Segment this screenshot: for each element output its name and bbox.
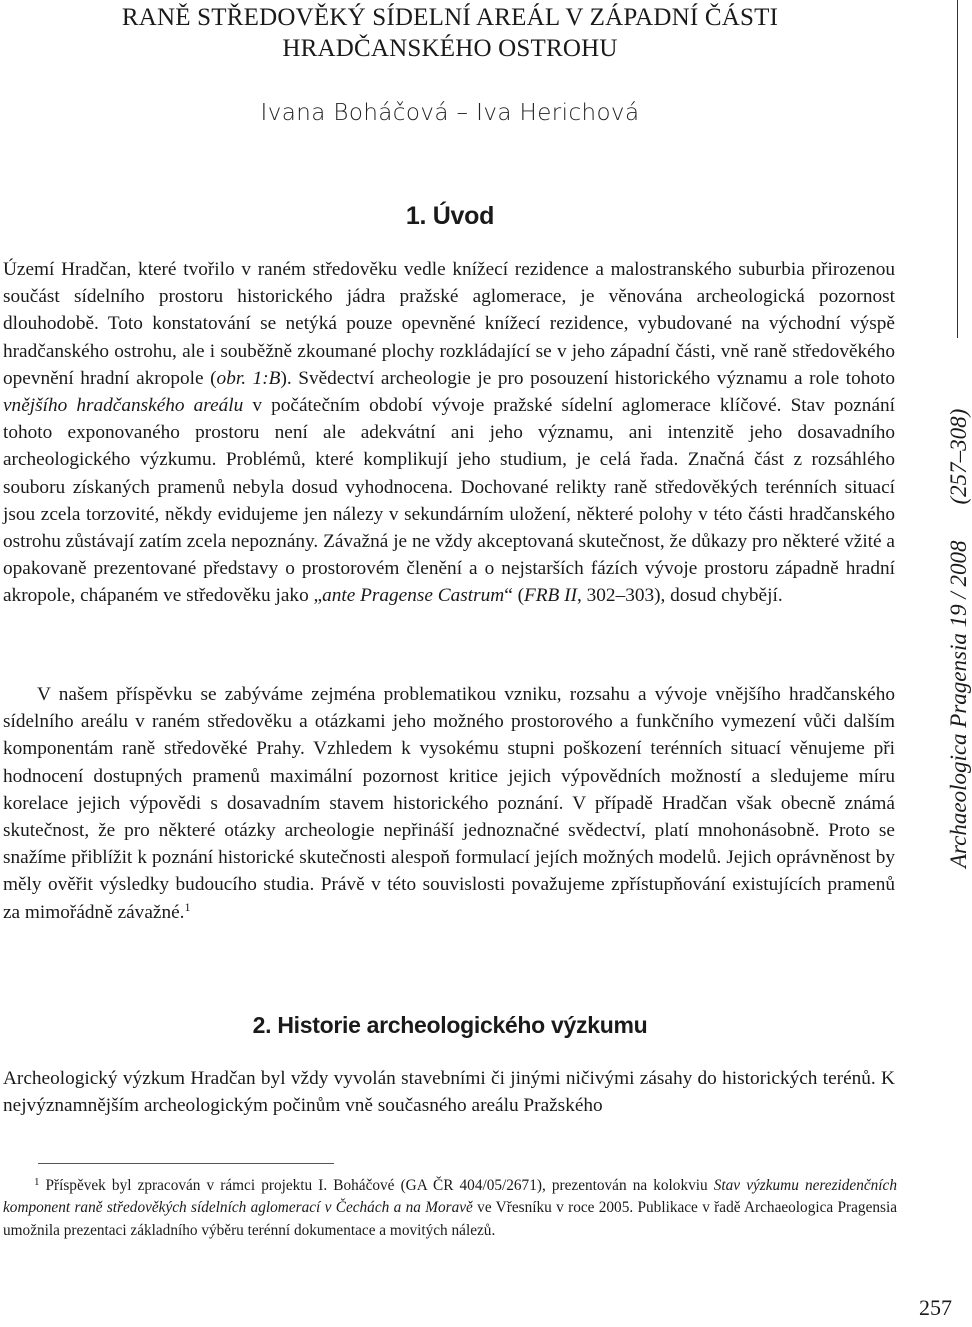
footnote-number: 1 <box>34 1176 40 1188</box>
page-range: (257–308) <box>946 408 971 505</box>
margin-rule <box>957 0 958 338</box>
footnote-text: Příspěvek byl zpracován v rámci projektu I. Boháčové (GA ČR 404/05/2671), prezentován na kolokviu <box>45 1177 714 1194</box>
paragraph-history-1: Archeologický výzkum Hradčan byl vždy vyvolán stavebními či jinými ničivými zásahy do historických terénů. K nejvýznamnějším archeologickým počinům vně současného areálu Pražského <box>3 1068 895 1117</box>
paragraph-intro-1 <box>3 256 895 610</box>
footnote-divider <box>38 1163 334 1164</box>
page-number: 257 <box>919 1295 952 1320</box>
text-run: , 302–303), dosud chybějí. <box>577 585 783 607</box>
figure-reference: obr. 1:B <box>216 367 281 389</box>
section-heading-introduction: 1. Úvod <box>405 202 495 230</box>
journal-running-head <box>946 409 972 868</box>
text-run: v počátečním období vývoje pražské sídelní aglomerace klíčové. Stav poznání tohoto exponovaného prostoru není ale adekvátní ani jeho významu, ani intenzitě jeho dosavadního archeologického výzkumu. Problémů, které komplikují jeho studium, je celá řada. Značná část z rozsáhlého souboru získaných pramenů nebyla dosud vyhodnocena. Dochované relikty raně středověkých terénních situací jsou zcela torzovité, někdy evidujeme jen nálezy v sekundárním uložení, některé polohy v této části hradčanského ostrohu zůstávají zatím zcela nepoznány. Závažná je ne vždy akceptovaná skutečnost, že důkazy pro některé vžité a opakovaně prezentované představy o prostorovém členění a o nejstarších fázích vývoje prostoru západně hradní akropole, chápaném ve středověku jako „ <box>3 395 895 607</box>
paragraph-intro-2 <box>3 681 895 926</box>
article-title <box>0 2 900 64</box>
title-line-2: HRADČANSKÉHO OSTROHU <box>282 35 618 62</box>
text-run: Území Hradčan, které tvořilo v raném středověku vedle knížecí rezidence a malostranského suburbia přirozenou součást sídelního prostoru historického jádra pražské aglomerace, je věnována archeologická pozornost dlouhodobě. Toto konstatování se netýká pouze opevněné knížecí rezidence, vybudované na východní výspě hradčanského ostrohu, ale i souběžně zkoumané plochy rozkládající se v jeho západní části, vně raně středověkého opevnění hradní akropole ( <box>3 259 895 389</box>
text-run: ). Svědectví archeologie je pro posouzení historického významu a role tohoto <box>280 367 895 389</box>
journal-name: Archaeologica Pragensia 19 / 2008 <box>946 540 971 868</box>
article-authors: Ivana Boháčová – Iva Herichová <box>260 100 640 126</box>
title-line-1: RANĚ STŘEDOVĚKÝ SÍDELNÍ AREÁL V ZÁPADNÍ ČÁSTI <box>121 4 779 31</box>
text-run: “ ( <box>504 585 524 607</box>
text-run: V našem příspěvku se zabýváme zejména problematikou vzniku, rozsahu a vývoje vnějšího hradčanského sídelního areálu v raném středověku a otázkami jeho možného prostorového a funkčního vymezení vůči dalším komponentám raně středověké Prahy. Vzhledem k vysokému stupni poškození terénních situací věnujeme při hodnocení dostupných pramenů maximální pozornost kritice jejich výpovědních možností a sledujeme míru korelace jejich výpovědi s dosavadním stavem historického poznání. V případě Hradčan však obecně známá skutečnost, že pro některé otázky archeologie nepřináší jednoznačné svědectví, platí mnohonásobně. Proto se snažíme přiblížit k poznání historické skutečnosti alespoň formulací jejích možných modelů. Jejich oprávněnost by měly ověřit výsledky budoucího studia. Právě v této souvislosti považujeme zpřístupňování existujících pramenů za mimořádně závažné. <box>3 684 895 923</box>
footnote-reference[interactable]: 1 <box>184 899 191 914</box>
section-heading-history: 2. Historie archeologického výzkumu <box>252 1012 648 1038</box>
emphasis-term: vnějšího hradčanského areálu <box>3 395 244 417</box>
footnote-text: ve Vřesníku v roce 2005. Publikace v řadě Archaeologica Pragensia umožnila prezentaci základního výběru terénní dokumentace a movitých nálezů. <box>3 1199 898 1239</box>
footnote-colloquium-title: Stav výzkumu nerezidenčních komponent raně středověkých sídelních aglomerací v Čechách a na Moravě <box>3 1177 897 1217</box>
footnote <box>3 1175 897 1242</box>
source-citation: FRB II <box>524 585 577 607</box>
latin-term: ante Pragense Castrum <box>322 585 505 607</box>
